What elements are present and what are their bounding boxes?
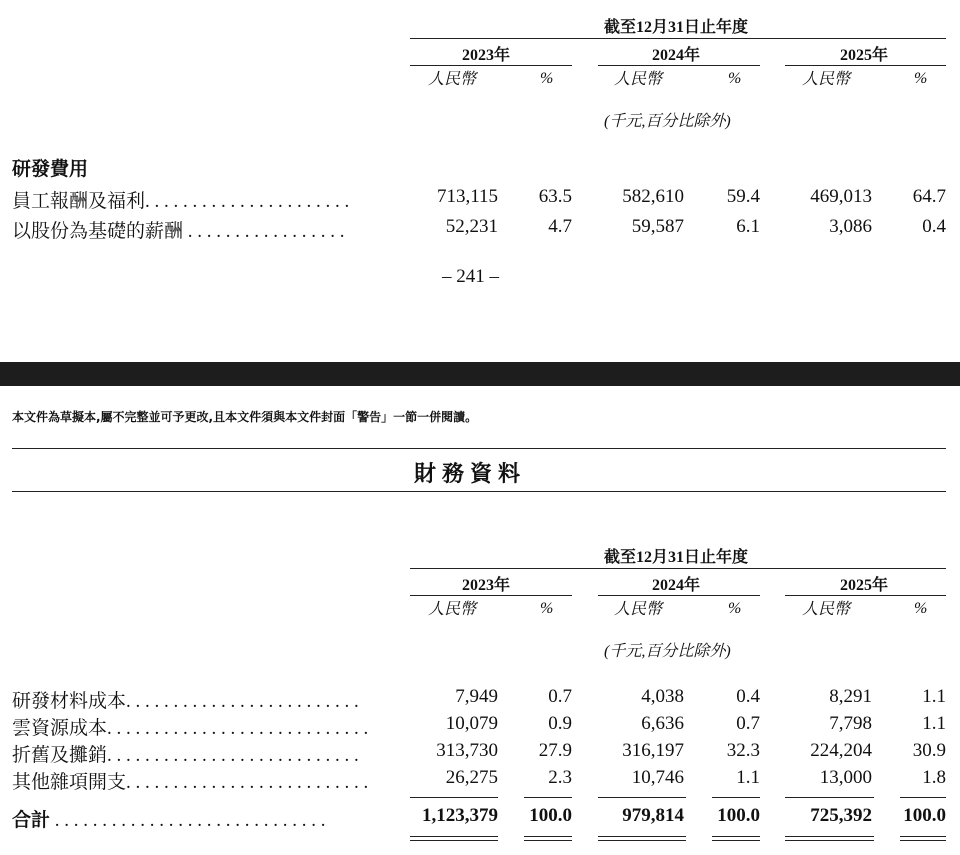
total-double-rule: [410, 836, 498, 837]
total-pct: 100.0: [717, 805, 760, 826]
total-value: 979,814: [622, 805, 684, 826]
subtotal-rule: [712, 797, 760, 798]
col-pct-2025: %: [914, 70, 928, 87]
row-label: 折舊及攤銷. . . . . . . . . . . . . . . . . . . . . . . . . . .: [12, 745, 359, 766]
cell-value: 13,000: [819, 767, 872, 788]
subtotal-rule: [410, 797, 498, 798]
cell-pct: 1.8: [922, 767, 946, 788]
cell-pct: 0.4: [736, 686, 760, 707]
doc-title: 財務資料: [414, 462, 527, 487]
total-double-rule: [900, 840, 946, 841]
period-header: 截至12月31日止年度: [604, 549, 749, 566]
cell-value: 7,949: [455, 686, 498, 707]
cell-pct: 2.3: [548, 767, 572, 788]
cell-value: 52,231: [445, 216, 498, 237]
cell-value: 8,291: [829, 686, 872, 707]
cell-pct: 27.9: [538, 740, 572, 761]
cell-pct: 32.3: [726, 740, 760, 761]
cell-pct: 63.5: [538, 186, 572, 207]
draft-notice: 本文件為草擬本,屬不完整並可予更改,且本文件須與本文件封面「警告」一節一併閱讀。: [12, 410, 478, 424]
col-pct-2025: %: [914, 600, 928, 617]
col-pct-2023: %: [540, 70, 554, 87]
row-label: 員工報酬及福利. . . . . . . . . . . . . . . . . . . . . .: [12, 191, 350, 212]
total-value: 1,123,379: [422, 805, 498, 826]
col-rmb-2023: 人民幣: [428, 71, 477, 88]
year-2023: 2023年: [462, 47, 511, 64]
cell-pct: 64.7: [912, 186, 946, 207]
header-rule: [410, 568, 946, 569]
cell-pct: 1.1: [922, 686, 946, 707]
year-2023: 2023年: [462, 577, 511, 594]
cell-value: 10,079: [445, 713, 498, 734]
subtotal-rule: [524, 797, 572, 798]
cell-value: 713,115: [436, 186, 498, 207]
cell-pct: 1.1: [922, 713, 946, 734]
cell-value: 4,038: [641, 686, 684, 707]
cell-pct: 6.1: [736, 216, 760, 237]
cell-pct: 59.4: [726, 186, 760, 207]
total-pct: 100.0: [529, 805, 572, 826]
year-2025: 2025年: [840, 47, 889, 64]
subtotal-rule: [785, 797, 874, 798]
total-double-rule: [785, 836, 874, 837]
col-rmb-2025: 人民幣: [802, 71, 851, 88]
cell-value: 582,610: [622, 186, 684, 207]
cell-pct: 0.9: [548, 713, 572, 734]
total-double-rule: [410, 840, 498, 841]
col-pct-2024: %: [728, 70, 742, 87]
section-heading: 研發費用: [12, 159, 89, 180]
unit-note: (千元,百分比除外): [604, 113, 731, 130]
subtotal-rule: [598, 797, 686, 798]
total-label: 合計 . . . . . . . . . . . . . . . . . . . . . . . . . . . . .: [12, 810, 326, 831]
total-value: 725,392: [810, 805, 872, 826]
row-label: 以股份為基礎的薪酬 . . . . . . . . . . . . . . . . .: [12, 221, 345, 242]
total-double-rule: [524, 840, 572, 841]
cell-pct: 0.4: [922, 216, 946, 237]
col-pct-2023: %: [540, 600, 554, 617]
col-rmb-2024: 人民幣: [614, 71, 663, 88]
col-rmb-2023: 人民幣: [428, 601, 477, 618]
page-number: – 241 –: [442, 266, 499, 287]
col-rmb-2025: 人民幣: [802, 601, 851, 618]
cell-value: 469,013: [810, 186, 872, 207]
total-double-rule: [900, 836, 946, 837]
total-double-rule: [598, 840, 686, 841]
col-rmb-2024: 人民幣: [614, 601, 663, 618]
year-2025: 2025年: [840, 577, 889, 594]
total-double-rule: [785, 840, 874, 841]
cell-pct: 0.7: [548, 686, 572, 707]
total-double-rule: [712, 836, 760, 837]
cell-value: 59,587: [631, 216, 684, 237]
cell-pct: 30.9: [912, 740, 946, 761]
col-pct-2024: %: [728, 600, 742, 617]
total-pct: 100.0: [903, 805, 946, 826]
year-2024: 2024年: [652, 577, 701, 594]
row-label: 其他雜項開支. . . . . . . . . . . . . . . . . . . . . . . . . .: [12, 772, 369, 793]
cell-value: 10,746: [631, 767, 684, 788]
cell-value: 3,086: [829, 216, 872, 237]
cell-pct: 0.7: [736, 713, 760, 734]
total-double-rule: [524, 836, 572, 837]
period-header: 截至12月31日止年度: [604, 19, 749, 36]
cell-value: 6,636: [641, 713, 684, 734]
cell-value: 313,730: [436, 740, 498, 761]
cell-value: 26,275: [445, 767, 498, 788]
cell-value: 316,197: [622, 740, 684, 761]
row-label: 研發材料成本. . . . . . . . . . . . . . . . . . . . . . . . .: [12, 691, 359, 712]
total-double-rule: [712, 840, 760, 841]
cell-value: 7,798: [829, 713, 872, 734]
cell-pct: 4.7: [548, 216, 572, 237]
year-2024: 2024年: [652, 47, 701, 64]
row-label: 雲資源成本. . . . . . . . . . . . . . . . . . . . . . . . . . . .: [12, 718, 369, 739]
total-double-rule: [598, 836, 686, 837]
unit-note: (千元,百分比除外): [604, 643, 731, 660]
cell-pct: 1.1: [736, 767, 760, 788]
subtotal-rule: [900, 797, 946, 798]
cell-value: 224,204: [810, 740, 872, 761]
